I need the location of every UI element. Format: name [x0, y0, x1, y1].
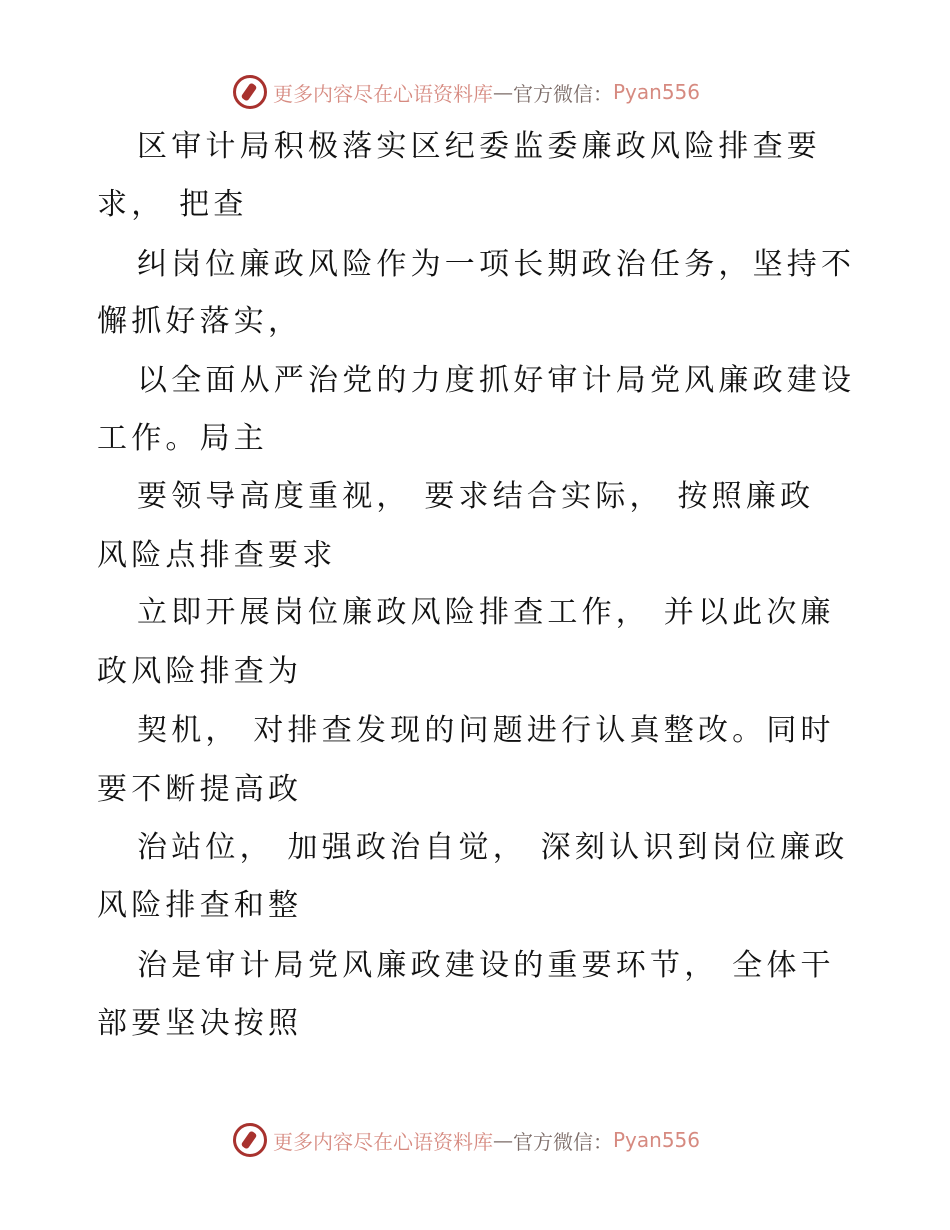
watermark-site: 更多内容尽在心语资料库 [273, 1129, 493, 1154]
watermark-label: 官方微信： [513, 1129, 613, 1154]
text-line: 政风险排查为 [97, 654, 303, 689]
text-line: 要不断提高政 [97, 772, 303, 807]
text-line: 风险排查和整 [97, 888, 303, 923]
watermark-wechat: Pyan556 [613, 1128, 701, 1152]
footer-watermark [233, 1120, 700, 1160]
watermark-sep: — [493, 1128, 513, 1152]
watermark-site: 更多内容尽在心语资料库 [273, 81, 493, 106]
header-watermark [233, 72, 700, 112]
text-line: 部要坚决按照 [97, 1006, 303, 1041]
text-line: 区审计局积极落实区纪委监委廉政风险排查要 [137, 129, 821, 164]
watermark-sep: — [493, 80, 513, 104]
text-line: 契机， 对排查发现的问题进行认真整改。同时 [137, 713, 835, 748]
text-line: 治站位， 加强政治自觉， 深刻认识到岗位廉政 [137, 830, 849, 865]
text-line: 以全面从严治党的力度抓好审计局党风廉政建设 [137, 363, 856, 398]
text-line: 治是审计局党风廉政建设的重要环节， 全体干 [137, 948, 835, 983]
text-line: 要领导高度重视， 要求结合实际， 按照廉政 [137, 479, 815, 514]
text-line: 纠岗位廉政风险作为一项长期政治任务，坚持不 [137, 247, 856, 282]
watermark-label: 官方微信： [513, 81, 613, 106]
text-line: 懈抓好落实， [97, 304, 303, 339]
logo-icon [233, 75, 267, 109]
text-line: 风险点排查要求 [97, 538, 337, 573]
text-line: 工作。局主 [97, 421, 268, 456]
logo-icon [233, 1123, 267, 1157]
text-line: 求， 把查 [97, 187, 248, 222]
text-line: 立即开展岗位廉政风险排查工作， 并以此次廉 [137, 595, 835, 630]
watermark-wechat: Pyan556 [613, 80, 701, 104]
